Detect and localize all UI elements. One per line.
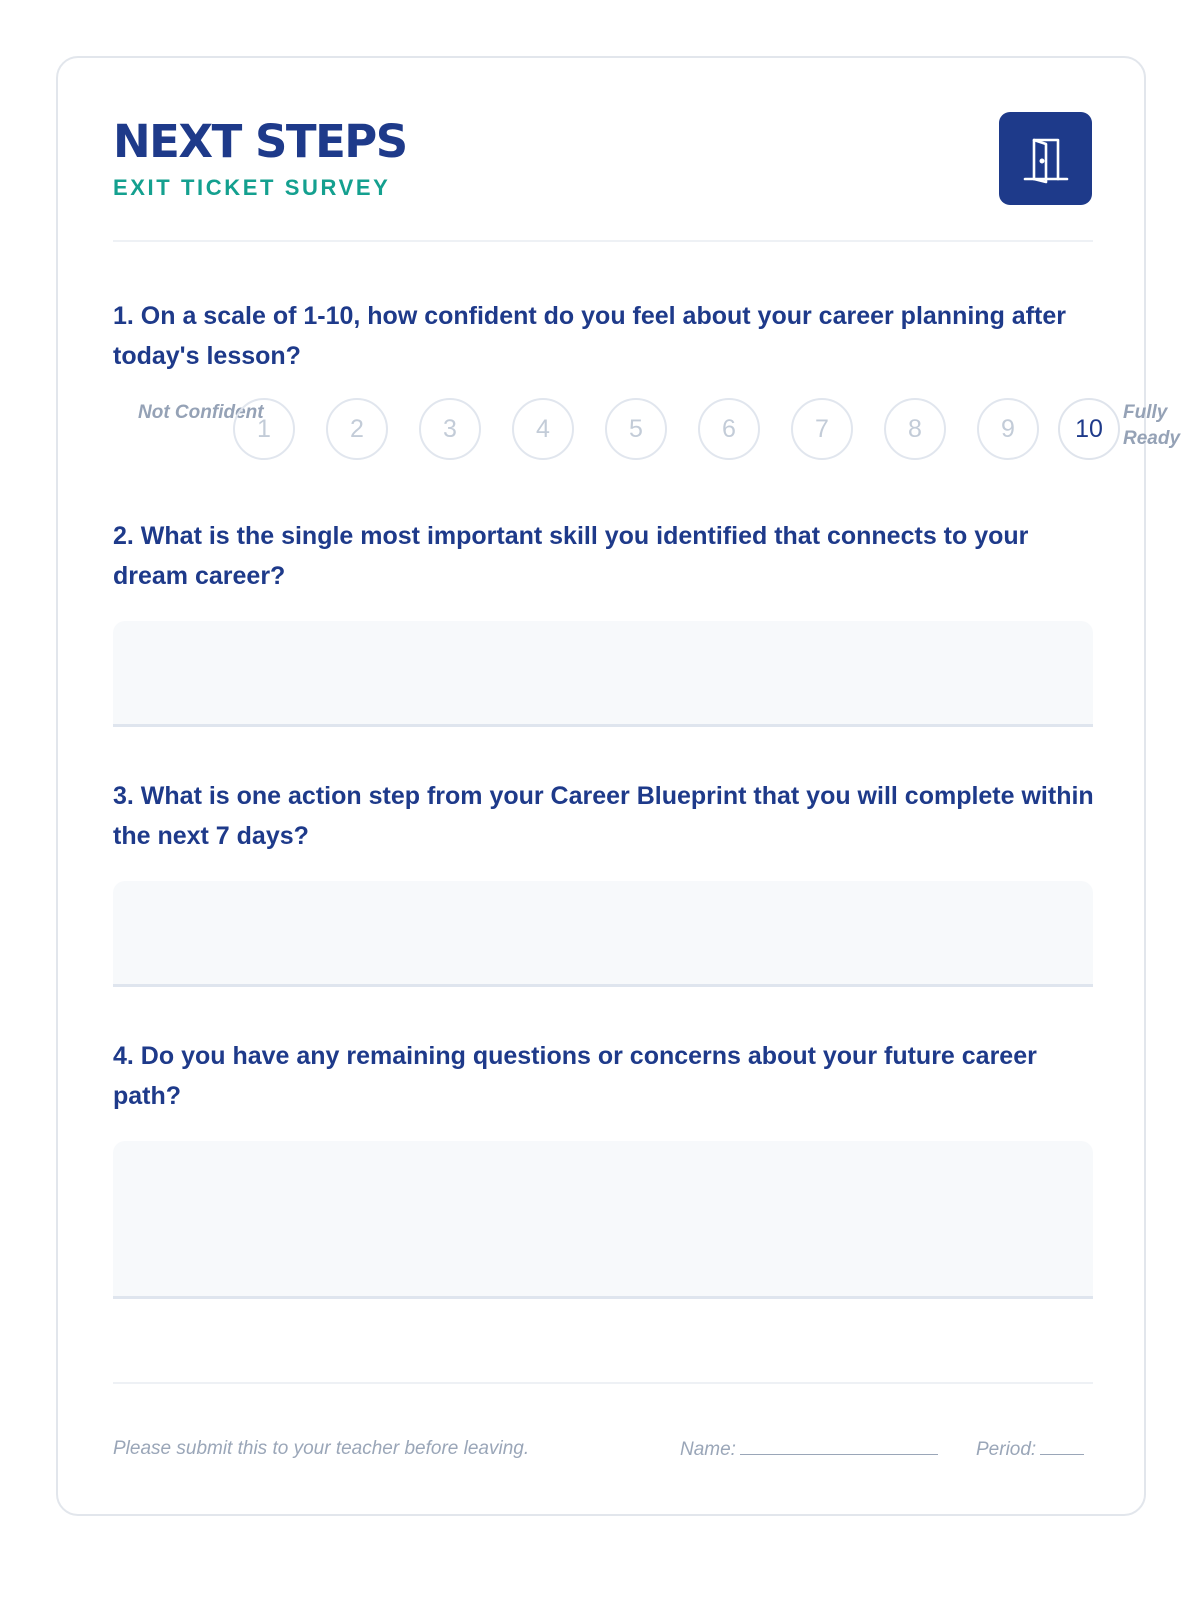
period-label: Period: [976,1439,1037,1460]
answer-2-input[interactable] [113,621,1093,727]
page-subtitle: EXIT TICKET SURVEY [113,175,391,200]
scale-option[interactable]: 1 [233,398,295,460]
door-exit-icon [999,112,1092,205]
scale-option[interactable]: 4 [512,398,574,460]
header-divider [113,240,1093,242]
question-1-label: 1. On a scale of 1-10, how confident do you feel about your career planning after today's lesson? [113,302,1066,370]
scale-option[interactable]: 9 [977,398,1039,460]
scale-option[interactable]: 6 [698,398,760,460]
scale-option[interactable]: 3 [419,398,481,460]
name-blank[interactable] [740,1436,938,1455]
footer-instruction: Please submit this to your teacher before leaving. [113,1438,530,1459]
scale-option[interactable]: 5 [605,398,667,460]
period-field[interactable] [976,1436,1084,1463]
footer-divider [113,1382,1093,1384]
name-field[interactable] [680,1436,938,1463]
page-title: NEXT STEPS [113,115,407,168]
scale-low-label: Not Confident [138,402,264,423]
answer-3-input[interactable] [113,881,1093,987]
question-4-label: 4. Do you have any remaining questions or concerns about your future career path? [113,1042,1037,1110]
scale-high-label: Fully Ready [1123,402,1181,449]
scale-option[interactable]: 7 [791,398,853,460]
question-3-label: 3. What is one action step from your Career Blueprint that you will complete within the next 7 days? [113,782,1094,850]
scale-option[interactable]: 8 [884,398,946,460]
scale-option[interactable]: 2 [326,398,388,460]
answer-4-input[interactable] [113,1141,1093,1299]
scale-option[interactable]: 10 [1058,398,1120,460]
question-2-label: 2. What is the single most important skill you identified that connects to your dream career? [113,522,1029,590]
exit-ticket-card [56,56,1181,1516]
period-blank[interactable] [1040,1436,1084,1455]
name-label: Name: [680,1439,736,1460]
